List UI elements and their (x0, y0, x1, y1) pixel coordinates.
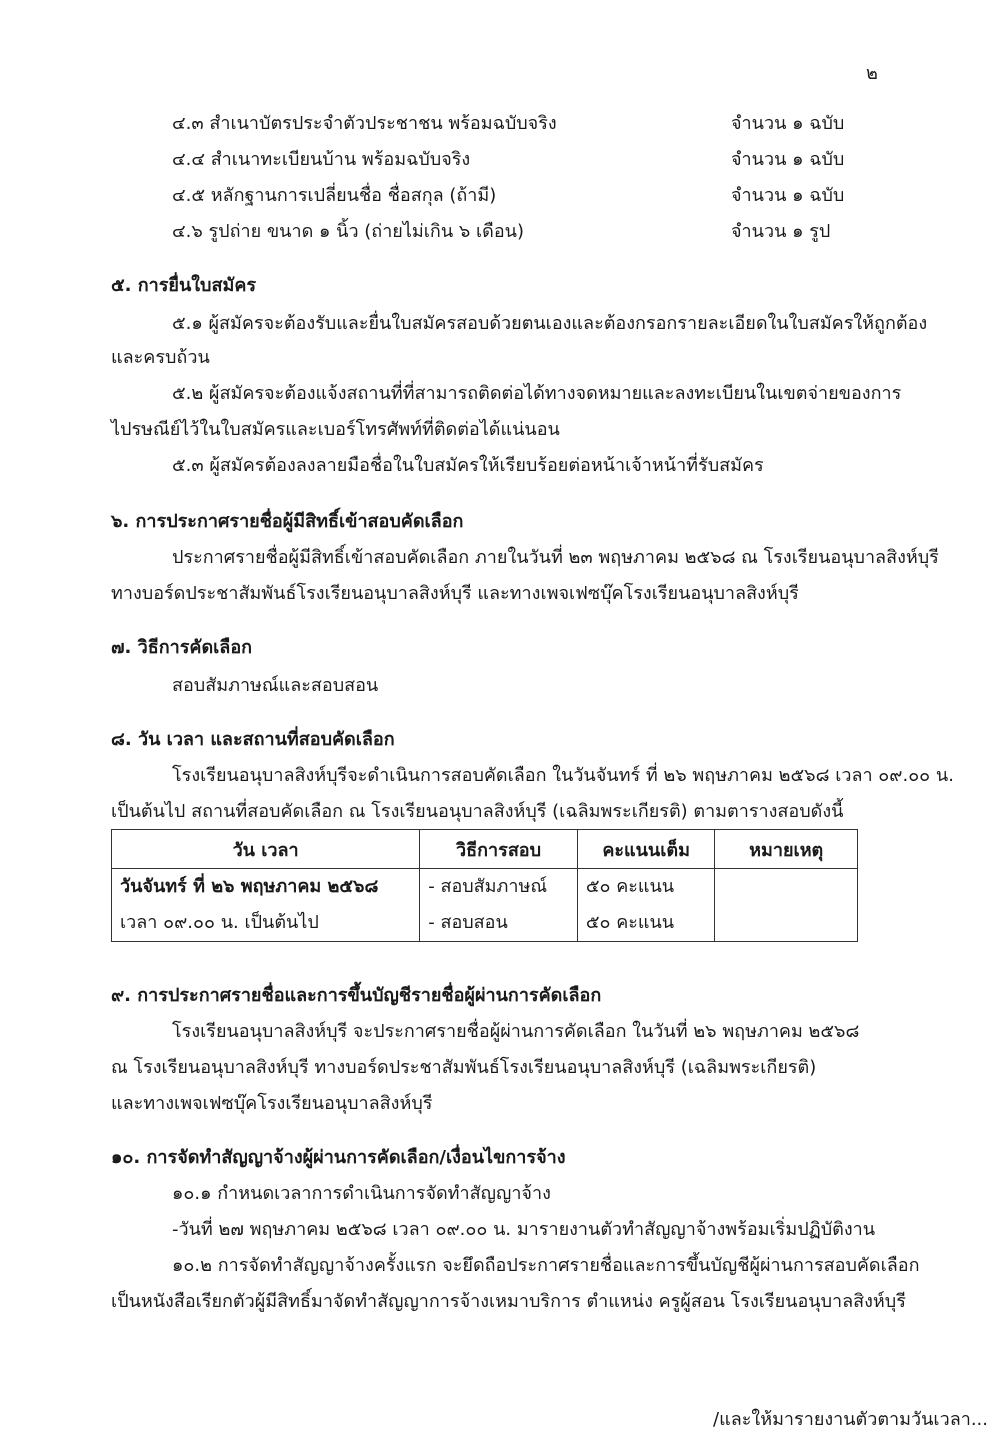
doc-item-qty: จำนวน ๑ ฉบับ (731, 185, 845, 206)
paragraph-line: ประกาศรายชื่อผู้มีสิทธิ์เข้าสอบคัดเลือก ภายในวันที่ ๒๓ พฤษภาคม ๒๕๖๘ ณ โรงเรียนอนุบาลสิงห์บุรี (172, 547, 939, 568)
paragraph-line: ไปรษณีย์ไว้ในใบสมัครและเบอร์โทรศัพท์ที่ติดต่อได้แน่นอน (111, 419, 560, 440)
column-header: วิธีการสอบ (420, 830, 578, 869)
paragraph-line: และทางเพจเฟซบุ๊คโรงเรียนอนุบาลสิงห์บุรี (111, 1093, 433, 1114)
exam-method: - สอบสอน (428, 912, 508, 933)
paragraph-line: โรงเรียนอนุบาลสิงห์บุรีจะดำเนินการสอบคัดเลือก ในวันจันทร์ ที่ ๒๖ พฤษภาคม ๒๕๖๘ เวลา ๐๙.๐๐ น. (172, 765, 954, 786)
method-cell (420, 869, 578, 942)
doc-item-label: ๔.๓ สำเนาบัตรประจำตัวประชาชน พร้อมฉบับจริง (172, 113, 557, 134)
paragraph-line: โรงเรียนอนุบาลสิงห์บุรี จะประกาศรายชื่อผู้ผ่านการคัดเลือก ในวันที่ ๒๖ พฤษภาคม ๒๕๖๘ (172, 1021, 860, 1042)
paragraph-line: ๕.๑ ผู้สมัครจะต้องรับและยื่นใบสมัครสอบด้วยตนเองและต้องกรอกรายละเอียดในใบสมัครให้ถูกต้อง (172, 313, 928, 334)
paragraph-line: ๕.๓ ผู้สมัครต้องลงลายมือชื่อในใบสมัครให้เรียบร้อยต่อหน้าเจ้าหน้าที่รับสมัคร (172, 455, 764, 476)
paragraph-line: เป็นต้นไป สถานที่สอบคัดเลือก ณ โรงเรียนอนุบาลสิงห์บุรี (เฉลิมพระเกียรติ) ตามตารางสอบดังนี้ (111, 801, 844, 822)
paragraph-line: เป็นหนังสือเรียกตัวผู้มีสิทธิ์มาจัดทำสัญญาการจ้างเหมาบริการ ตำแหน่ง ครูผู้สอน โรงเรียนอนุบาลสิงห์บุรี (111, 1291, 906, 1312)
date-time-cell (112, 869, 420, 942)
paragraph-line: ทางบอร์ดประชาสัมพันธ์โรงเรียนอนุบาลสิงห์บุรี และทางเพจเฟซบุ๊คโรงเรียนอนุบาลสิงห์บุรี (111, 583, 799, 604)
doc-item-qty: จำนวน ๑ ฉบับ (731, 149, 845, 170)
paragraph-line: ๑๐.๑ กำหนดเวลาการดำเนินการจัดทำสัญญาจ้าง (172, 1183, 551, 1204)
doc-item-label: ๔.๖ รูปถ่าย ขนาด ๑ นิ้ว (ถ่ายไม่เกิน ๖ เดือน) (172, 221, 524, 242)
page-number: ๒ (866, 63, 878, 84)
paragraph-line: สอบสัมภาษณ์และสอบสอน (172, 675, 379, 696)
exam-date: วันจันทร์ ที่ ๒๖ พฤษภาคม ๒๕๖๘ (120, 876, 379, 897)
section-10-heading: ๑๐. การจัดทำสัญญาจ้างผู้ผ่านการคัดเลือก/เงื่อนไขการจ้าง (111, 1147, 566, 1168)
exam-score: ๕๐ คะแนน (585, 912, 675, 933)
paragraph-line: ๑๐.๒ การจัดทำสัญญาจ้างครั้งแรก จะยึดถือประกาศรายชื่อและการขึ้นบัญชีผู้ผ่านการสอบคัดเลือก (172, 1255, 920, 1276)
section-5-heading: ๕. การยื่นใบสมัคร (111, 275, 257, 296)
exam-score: ๕๐ คะแนน (585, 876, 675, 897)
continuation-note: /และให้มารายงานตัวตามวันเวลา... (713, 1409, 988, 1430)
paragraph-line: ๕.๒ ผู้สมัครจะต้องแจ้งสถานที่ที่สามารถติดต่อได้ทางจดหมายและลงทะเบียนในเขตจ่ายของการ (172, 383, 902, 404)
paragraph-line: -วันที่ ๒๗ พฤษภาคม ๒๕๖๘ เวลา ๐๙.๐๐ น. มารายงานตัวทำสัญญาจ้างพร้อมเริ่มปฏิบัติงาน (172, 1219, 876, 1240)
section-9-heading: ๙. การประกาศรายชื่อและการขึ้นบัญชีรายชื่อผู้ผ่านการคัดเลือก (111, 985, 602, 1006)
doc-item-label: ๔.๕ หลักฐานการเปลี่ยนชื่อ ชื่อสกุล (ถ้ามี) (172, 185, 497, 206)
column-header: วัน เวลา (112, 830, 420, 869)
paragraph-line: และครบถ้วน (111, 347, 210, 368)
section-8-heading: ๘. วัน เวลา และสถานที่สอบคัดเลือก (111, 729, 395, 750)
column-header: คะแนนเต็ม (577, 830, 715, 869)
doc-item-label: ๔.๔ สำเนาทะเบียนบ้าน พร้อมฉบับจริง (172, 149, 471, 170)
table-row (112, 869, 858, 942)
table-header-row (112, 830, 858, 869)
doc-item-qty: จำนวน ๑ ฉบับ (731, 113, 845, 134)
paragraph-line: ณ โรงเรียนอนุบาลสิงห์บุรี ทางบอร์ดประชาสัมพันธ์โรงเรียนอนุบาลสิงห์บุรี (เฉลิมพระเกียรติ) (111, 1057, 817, 1078)
doc-item-qty: จำนวน ๑ รูป (731, 221, 831, 242)
section-6-heading: ๖. การประกาศรายชื่อผู้มีสิทธิ์เข้าสอบคัดเลือก (111, 511, 464, 532)
column-header: หมายเหตุ (715, 830, 858, 869)
score-cell (577, 869, 715, 942)
note-cell (715, 869, 858, 942)
exam-schedule-table (111, 829, 858, 942)
section-7-heading: ๗. วิธีการคัดเลือก (111, 637, 253, 658)
exam-method: - สอบสัมภาษณ์ (428, 876, 548, 897)
exam-time: เวลา ๐๙.๐๐ น. เป็นต้นไป (120, 912, 319, 933)
